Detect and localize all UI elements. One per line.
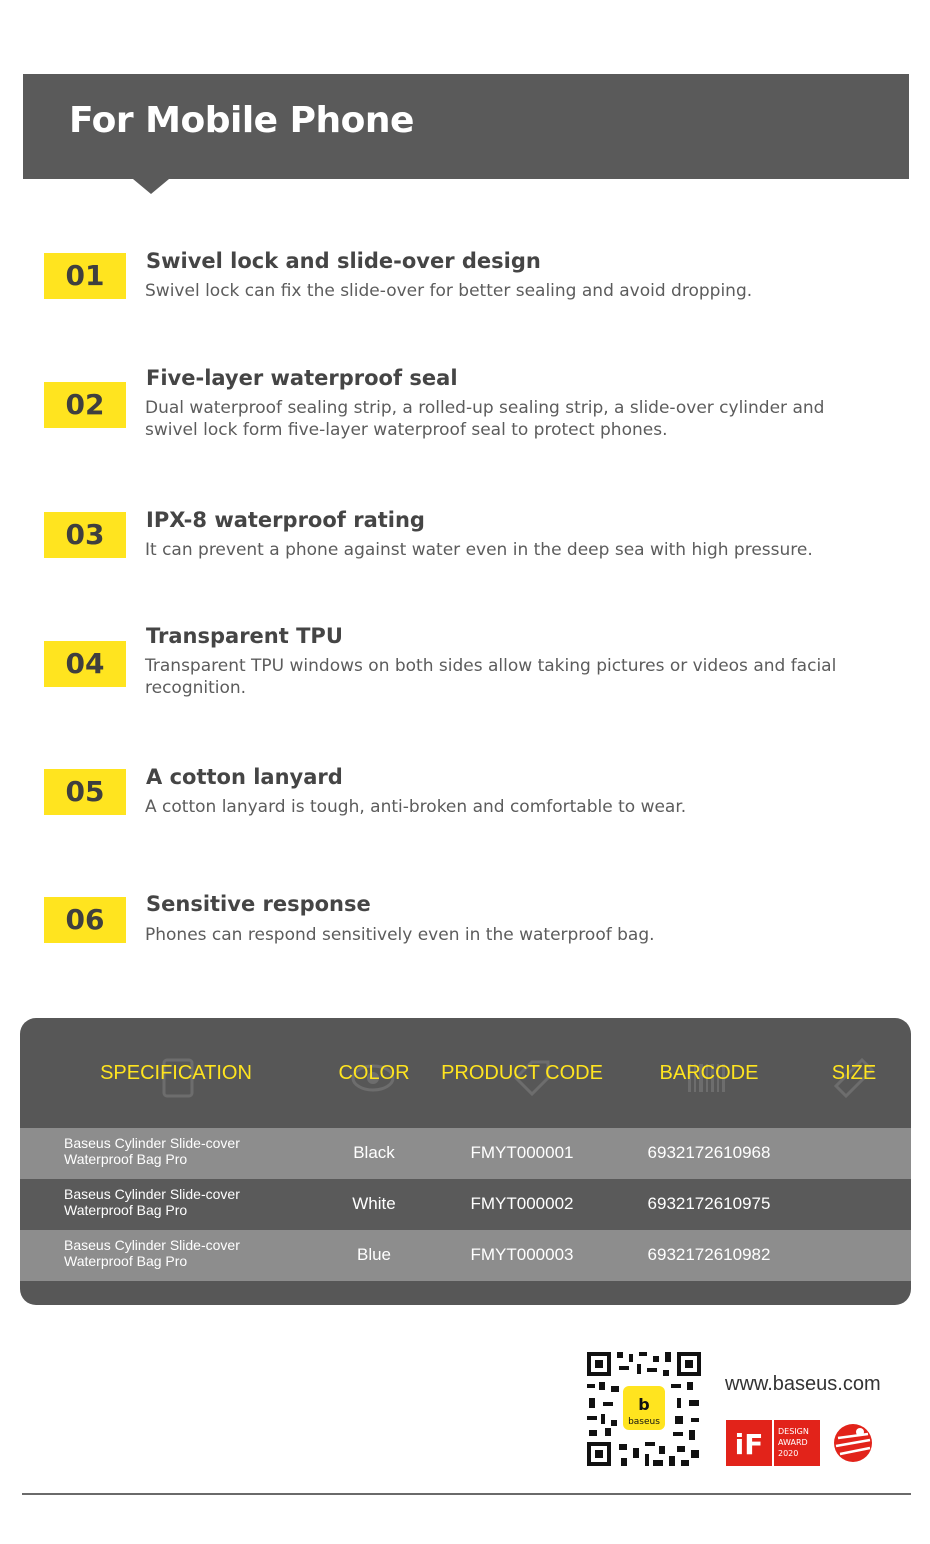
column-header-product-code: PRODUCT CODE bbox=[441, 1062, 603, 1084]
feature-description: A cotton lanyard is tough, anti-broken and comfortable to wear. bbox=[145, 797, 687, 817]
feature-description: Transparent TPU windows on both sides allow taking pictures or videos and facial recognition. bbox=[145, 656, 837, 698]
feature-number-badge: 04 bbox=[44, 641, 126, 687]
cell-specification: Baseus Cylinder Slide-cover Waterproof Bag Pro bbox=[64, 1186, 240, 1218]
feature-title: Transparent TPU bbox=[146, 624, 343, 648]
svg-text:b: b bbox=[638, 1395, 650, 1414]
feature-description: Dual waterproof sealing strip, a rolled-up sealing strip, a slide-over cylinder and swivel lock form five-layer waterproof seal to protect phones. bbox=[145, 398, 825, 440]
header-notch bbox=[133, 179, 169, 194]
cell-color: White bbox=[352, 1194, 396, 1213]
feature-title: Sensitive response bbox=[146, 892, 371, 916]
table-header bbox=[20, 1018, 911, 1128]
cell-product-code: FMYT000002 bbox=[470, 1194, 574, 1213]
cell-product-code: FMYT000001 bbox=[470, 1143, 574, 1162]
feature-number-badge: 01 bbox=[44, 253, 126, 299]
specification-table bbox=[20, 1018, 911, 1305]
feature-title: Five-layer waterproof seal bbox=[146, 366, 458, 390]
page-title: For Mobile Phone bbox=[69, 100, 414, 141]
feature-number-badge: 02 bbox=[44, 382, 126, 428]
cell-color: Blue bbox=[356, 1245, 392, 1264]
if-design-award-logo bbox=[726, 1420, 820, 1466]
feature-title: Swivel lock and slide-over design bbox=[146, 249, 541, 273]
header-banner bbox=[23, 74, 909, 179]
feature-description: Phones can respond sensitively even in the waterproof bag. bbox=[145, 925, 655, 945]
svg-text:DESIGN: DESIGN bbox=[778, 1427, 809, 1436]
feature-title: A cotton lanyard bbox=[146, 765, 343, 789]
table-row bbox=[20, 1128, 911, 1179]
column-header-barcode: BARCODE bbox=[659, 1062, 759, 1084]
column-header-specification: SPECIFICATION bbox=[100, 1062, 252, 1084]
cell-product-code: FMYT000003 bbox=[470, 1245, 574, 1264]
table-row bbox=[20, 1179, 911, 1230]
feature-number-badge: 05 bbox=[44, 769, 126, 815]
feature-number-badge: 03 bbox=[44, 512, 126, 558]
cell-specification: Baseus Cylinder Slide-cover Waterproof Bag Pro bbox=[64, 1135, 240, 1167]
table-row bbox=[20, 1230, 911, 1281]
feature-description: Swivel lock can fix the slide-over for better sealing and avoid dropping. bbox=[145, 281, 753, 301]
column-header-color: COLOR bbox=[338, 1062, 410, 1084]
cell-barcode: 6932172610975 bbox=[647, 1194, 771, 1213]
svg-text:2020: 2020 bbox=[778, 1449, 799, 1458]
feature-description: It can prevent a phone against water even in the deep sea with high pressure. bbox=[145, 540, 813, 560]
cell-barcode: 6932172610982 bbox=[647, 1245, 771, 1264]
website-link[interactable]: www.baseus.com bbox=[725, 1373, 881, 1395]
column-header-size: SIZE bbox=[831, 1062, 877, 1084]
qr-brand-text: baseus bbox=[628, 1417, 660, 1427]
cell-specification: Baseus Cylinder Slide-cover Waterproof Bag Pro bbox=[64, 1237, 240, 1269]
cell-barcode: 6932172610968 bbox=[647, 1143, 771, 1162]
feature-title: IPX-8 waterproof rating bbox=[146, 508, 425, 532]
qr-code bbox=[585, 1350, 703, 1468]
feature-number-badge: 06 bbox=[44, 897, 126, 943]
footer-divider bbox=[22, 1493, 911, 1495]
red-dot-award-logo bbox=[832, 1422, 874, 1464]
svg-text:iF: iF bbox=[734, 1428, 764, 1461]
svg-text:AWARD: AWARD bbox=[778, 1438, 808, 1447]
cell-color: Black bbox=[353, 1143, 395, 1162]
